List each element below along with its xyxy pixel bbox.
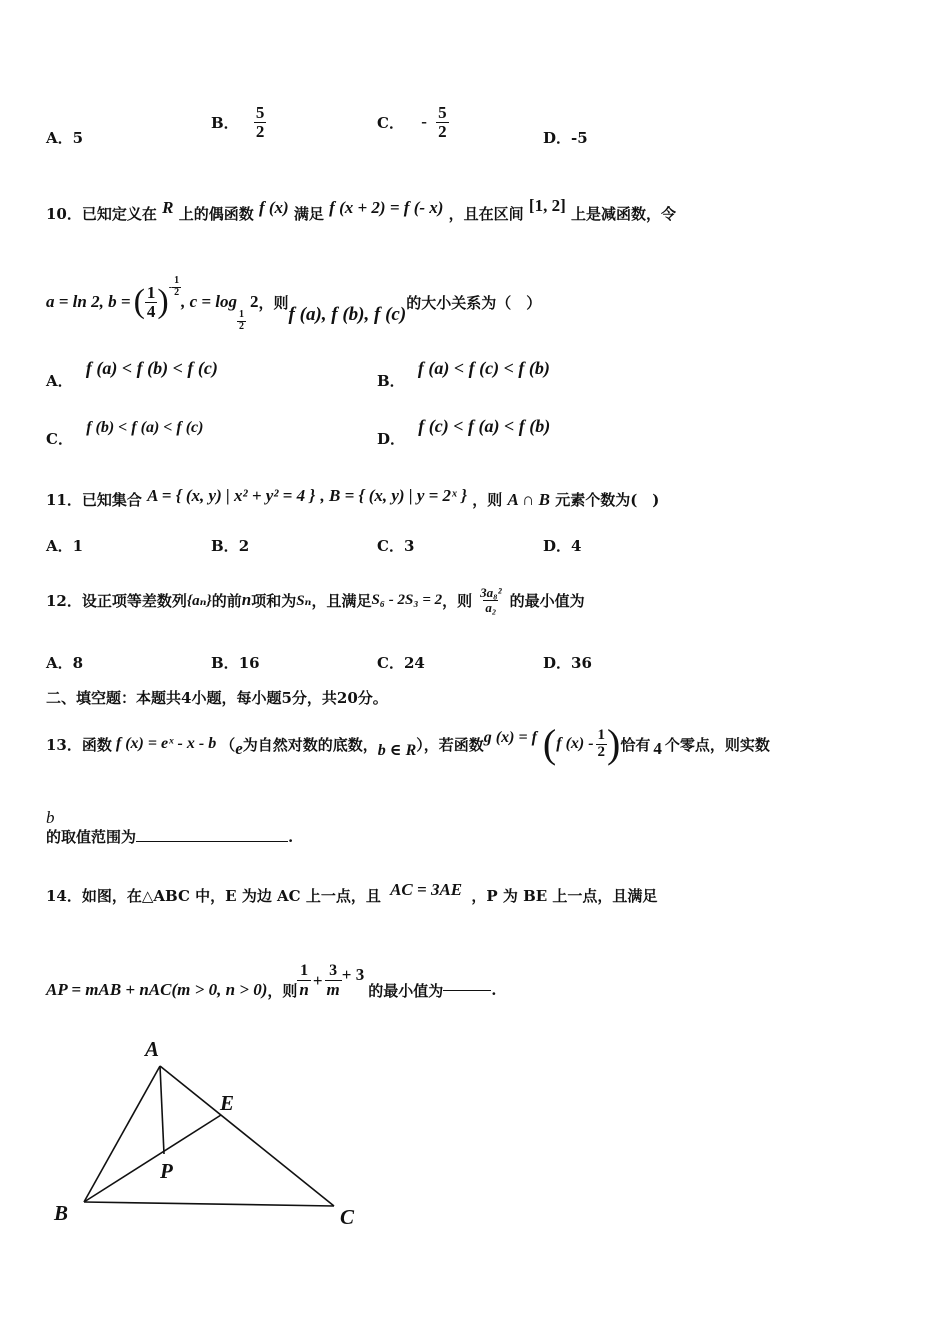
q11-option-a: A．1 — [46, 537, 84, 555]
q14-answer-blank[interactable] — [443, 990, 491, 991]
segment-ab — [84, 1066, 160, 1202]
q14-stem-line2: AP = mAB + nAC(m > 0, n > 0) ，则 $\frac{1}{n}$ + $\frac{3}{m}$ + 3 的最小值为 . — [46, 962, 497, 1000]
label-p: P — [160, 1159, 173, 1183]
q10-option-c: C． f (b) < f (a) < f (c) — [46, 419, 204, 448]
q9-option-b: B． $\frac{5}{2}$ — [211, 103, 265, 141]
label-a: A — [145, 1037, 160, 1061]
segment-ap — [160, 1066, 164, 1154]
q13-stem-line2: b 的取值范围为 . — [46, 808, 294, 846]
segment-ac — [160, 1066, 334, 1206]
q10-option-b: B． f (a) < f (c) < f (b) — [377, 358, 550, 390]
q10-stem-line2: a = ln 2, b = ( $\frac{1}{4}$ ) - $\frac{1}{2}$ , c = log $\frac{1}{2}$ 2 ，则 f (a), f (b), f (c) 的大小关系为（ ） — [46, 275, 542, 332]
q10-stem-line1: 10．已知定义在 R 上的偶函数 f (x) 满足 f (x + 2) = f (- x) ，且在区间 [1, 2] 上是减函数，令 — [46, 196, 676, 223]
q11-stem: 11．已知集合 A = { (x, y) | x² + y² = 4 } , B = { (x, y) | y = 2ˣ } ，则 A ∩ B 元素个数为( ) — [46, 486, 660, 509]
q12-option-a: A．8 — [46, 654, 84, 672]
q10-option-a: A． f (a) < f (b) < f (c) — [46, 358, 218, 390]
label-e: E — [220, 1091, 235, 1115]
q11-option-c: C．3 — [377, 537, 415, 555]
q13-stem: 13． 函数 f (x) = eˣ - x - b （ e 为自然对数的底数， b ∈ R ），若函数 g (x) = f ( f (x) - $\frac{1}{2}$ ) 恰有 4 个零点，则实数 — [46, 721, 770, 766]
q10-option-d: D． f (c) < f (a) < f (b) — [377, 416, 551, 448]
q11-option-d: D．4 — [543, 537, 582, 555]
section-heading: 二、填空题：本题共4小题，每小题5分，共20分。 — [46, 689, 388, 707]
q12-option-d: D．36 — [543, 654, 592, 672]
q11-option-b: B．2 — [211, 537, 250, 555]
q12-option-c: C．24 — [377, 654, 425, 672]
triangle-figure — [40, 1030, 380, 1240]
q9-option-d: D．-5 — [543, 129, 588, 147]
label-b: B — [54, 1201, 69, 1225]
label-c: C — [340, 1205, 355, 1229]
q9-option-c: C． - $\frac{5}{2}$ — [377, 103, 447, 141]
q12-stem: 12． 设正项等差数列 {aₙ} 的前 n 项和为 Sₙ ，且满足 S₆ - 2S₃ = 2 ，则 $\frac{\text{3a₈²}}{\text{a₂}}$ 的最小值为 — [46, 584, 585, 615]
q12-option-b: B．16 — [211, 654, 260, 672]
q14-stem: 14．如图，在△ABC 中，E 为边 AC 上一点，且 AC = 3AE ，P 为 BE 上一点，且满足 — [46, 880, 658, 905]
q9-option-a: A．5 — [46, 129, 84, 147]
segment-be — [84, 1115, 221, 1202]
segment-bc — [84, 1202, 334, 1206]
q13-answer-blank[interactable] — [136, 841, 288, 842]
